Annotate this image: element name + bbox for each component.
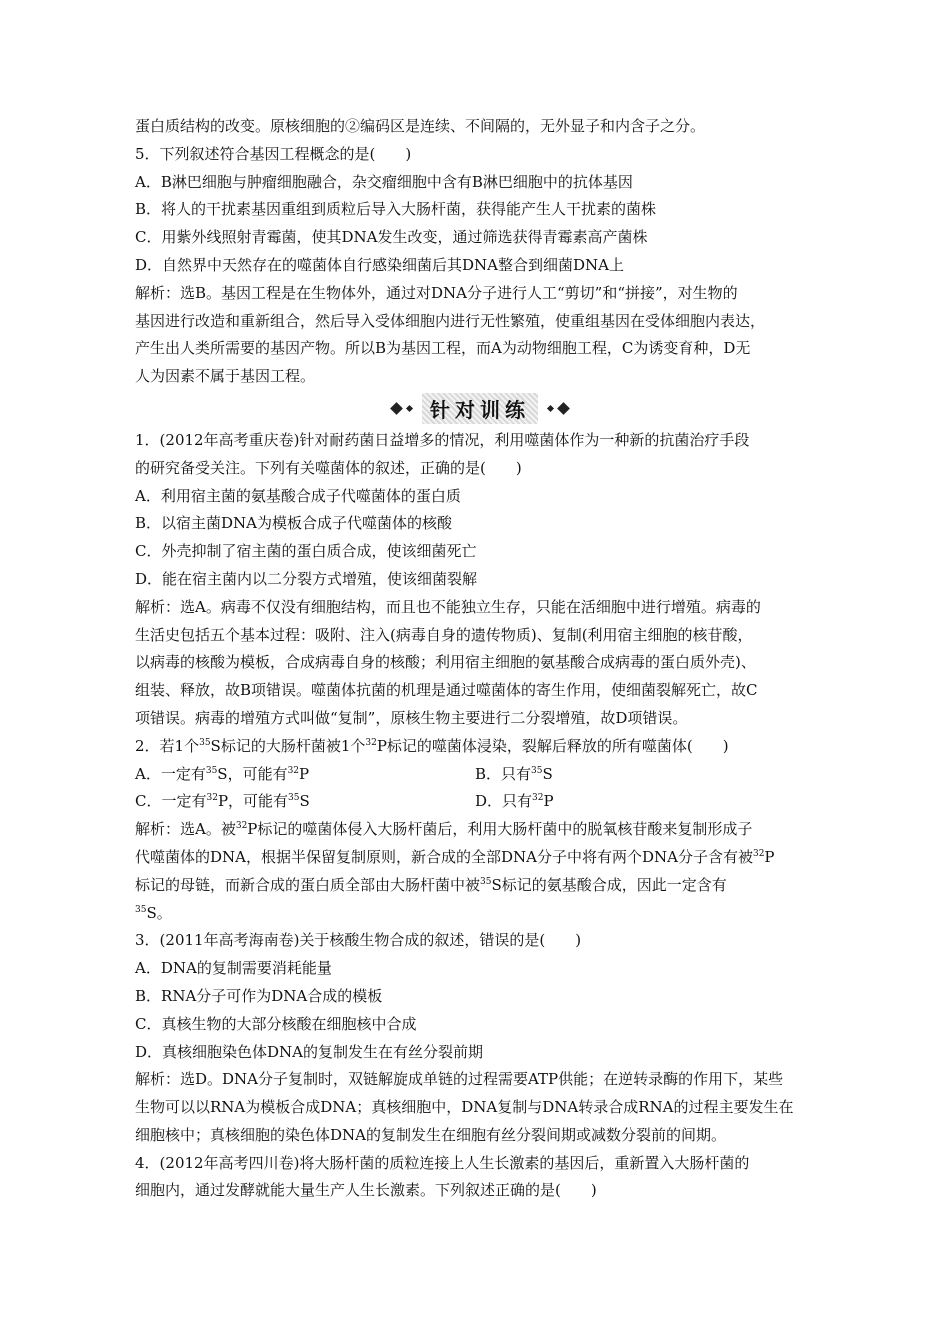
t1-answer-line: 解析：选A。病毒不仅没有细胞结构，而且也不能独立生存，只能在活细胞中进行增殖。病毒的 [135,597,761,616]
section-title: 针对训练 [422,393,538,424]
q5-option-c: C．用紫外线照射青霉菌，使其DNA发生改变，通过筛选获得青霉素高产菌株 [135,228,648,247]
t2-answer-line [135,872,825,900]
superscript: 35 [288,793,300,804]
q5-option-a: A．B淋巴细胞与肿瘤细胞融合，杂交瘤细胞中含有B淋巴细胞中的抗体基因 [135,172,633,191]
option-text: P，可能有 [217,792,289,811]
superscript: 35 [205,765,218,776]
t1-option-b: B．以宿主菌DNA为模板合成子代噬菌体的核酸 [135,514,453,533]
option-text: B．只有 [475,764,532,783]
t3-option-a: A．DNA的复制需要消耗能量 [135,959,332,978]
answer-text: P [764,847,775,866]
diamond-icon [547,405,554,412]
t3-option-c: C．真核生物的大部分核酸在细胞核中合成 [135,1014,417,1033]
intro-line: 蛋白质结构的改变。原核细胞的②编码区是连续、不间隔的，无外显子和内含子之分。 [135,117,706,135]
option-text: P [543,792,554,811]
t4-stem-line: 4．(2012年高考四川卷)将大肠杆菌的质粒连接上人生长激素的基因后，重新置入大肠杆菌的 [135,1153,750,1172]
t2-answer-line [135,816,825,844]
superscript: 35 [531,765,543,776]
t3-option-d: D．真核细胞染色体DNA的复制发生在有丝分裂前期 [135,1042,484,1061]
superscript: 35 [199,737,211,748]
superscript: 32 [235,821,248,832]
diamond-icon [406,405,413,412]
answer-text: S。 [146,903,172,922]
q5-option-b: B．将人的干扰素基因重组到质粒后导入大肠杆菌，获得能产生人干扰素的菌株 [135,200,657,219]
t2-options-row [135,788,825,816]
q5-answer-line: 产生出人类所需要的基因产物。所以B为基因工程，而A为动物细胞工程，C为诱变育种，D无 [135,339,751,358]
option-text: D．只有 [475,792,533,811]
document-body [135,113,825,1205]
t1-option-c: C．外壳抑制了宿主菌的蛋白质合成，使该细菌死亡 [135,542,477,561]
t2-answer-line [135,900,825,928]
t3-answer-line: 生物可以以RNA为模板合成DNA；真核细胞中，DNA复制与DNA转录合成RNA的过程主要发生在 [135,1098,794,1117]
t2-stem [135,733,825,761]
option-text: S [299,792,310,811]
t1-stem-line: 的研究备受关注。下列有关噬菌体的叙述，正确的是( ) [135,458,522,477]
t1-option-a: A．利用宿主菌的氨基酸合成子代噬菌体的蛋白质 [135,486,461,505]
t1-answer-line: 生活史包括五个基本过程：吸附、注入(病毒自身的遗传物质)、复制(利用宿主细胞的核苷酸， [135,625,753,644]
superscript: 35 [135,904,147,915]
answer-text: 代噬菌体的DNA，根据半保留复制原则，新合成的全部DNA分子中将有两个DNA分子含有被 [135,847,753,866]
q5-stem: 5．下列叙述符合基因工程概念的是( ) [135,144,412,163]
option-text: S，可能有 [217,764,288,783]
superscript: 32 [287,765,300,776]
q5-option-d: D．自然界中天然存在的噬菌体自行感染细菌后其DNA整合到细菌DNA上 [135,255,624,274]
option-text: C．一定有 [135,792,207,811]
answer-text: 解析：选A。被 [135,820,236,839]
option-text: S [542,764,553,783]
option-text: A．一定有 [135,764,206,783]
t1-answer-line: 项错误。病毒的增殖方式叫做“复制”，原核生物主要进行二分裂增殖，故D项错误。 [135,708,688,727]
t2-stem-text: P标记的噬菌体浸染，裂解后释放的所有噬菌体( ) [376,736,729,755]
t3-answer-line: 解析：选D。DNA分子复制时，双链解旋成单链的过程需要ATP供能；在逆转录酶的作用下，某些 [135,1070,784,1089]
diamond-icon [390,403,403,416]
t2-option-a [135,761,475,789]
t4-stem-line: 细胞内，通过发酵就能大量生产人生长激素。下列叙述正确的是( ) [135,1181,597,1200]
q5-answer-line: 解析：选B。基因工程是在生物体外，通过对DNA分子进行人工“剪切”和“拼接”，对生物的 [135,283,738,302]
t3-answer-line: 细胞核中；真核细胞的染色体DNA的复制发生在细胞有丝分裂间期或减数分裂前的间期。 [135,1125,726,1144]
t3-stem: 3．(2011年高考海南卷)关于核酸生物合成的叙述，错误的是( ) [135,931,582,950]
t2-stem-text: 2．若1个 [135,736,200,755]
superscript: 32 [532,793,544,804]
t2-stem-text: S标记的大肠杆菌被1个 [210,736,366,755]
t2-option-b [475,761,815,789]
q5-answer-line: 基因进行改造和重新组合，然后导入受体细胞内进行无性繁殖，使重组基因在受体细胞内表达， [135,311,766,330]
answer-text: 标记的母链，而新合成的蛋白质全部由大肠杆菌中被 [135,875,481,894]
answer-text: P标记的噬菌体侵入大肠杆菌后，利用大肠杆菌中的脱氧核苷酸来复制形成子 [247,820,753,839]
superscript: 32 [206,793,218,804]
section-banner [135,393,825,425]
option-text: P [299,764,310,783]
t1-answer-line: 组装、释放，故B项错误。噬菌体抗菌的机理是通过噬菌体的寄生作用，使细菌裂解死亡，故C [135,681,758,700]
q5-answer-line: 人为因素不属于基因工程。 [135,367,316,386]
t1-answer-line: 以病毒的核酸为模板，合成病毒自身的核酸；利用宿主细胞的氨基酸合成病毒的蛋白质外壳)、 [135,653,756,672]
diamond-icon [557,403,570,416]
t1-option-d: D．能在宿主菌内以二分裂方式增殖，使该细菌裂解 [135,569,478,588]
t1-stem-line: 1．(2012年高考重庆卷)针对耐药菌日益增多的情况，利用噬菌体作为一种新的抗菌治疗手段 [135,430,750,449]
t2-options-row [135,761,825,789]
superscript: 32 [752,848,765,859]
t2-answer-line [135,844,825,872]
t3-option-b: B．RNA分子可作为DNA合成的模板 [135,986,383,1005]
superscript: 32 [365,737,377,748]
t2-option-d [475,788,815,816]
answer-text: S标记的氨基酸合成，因此一定含有 [491,875,727,894]
t2-option-c [135,788,475,816]
superscript: 35 [480,876,492,887]
